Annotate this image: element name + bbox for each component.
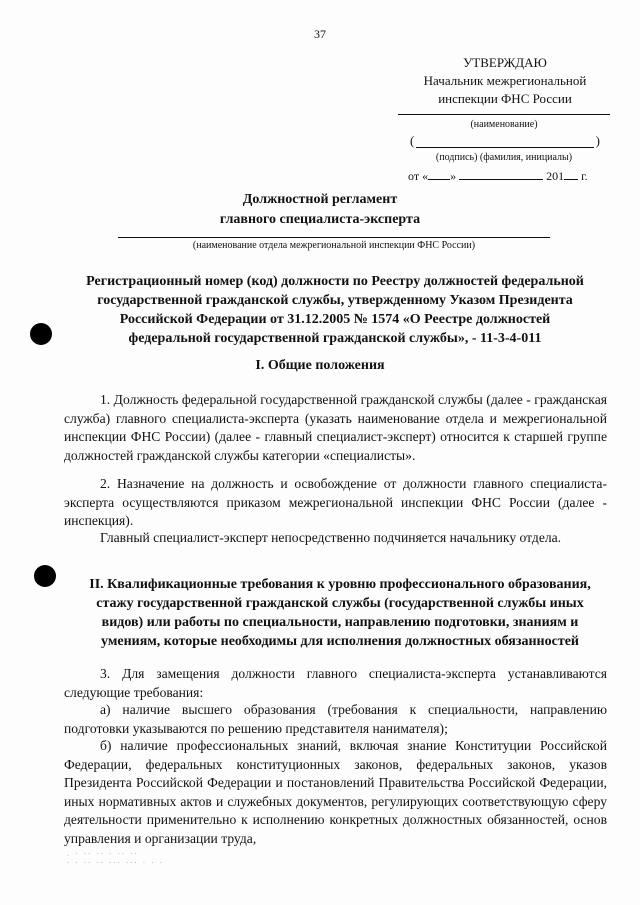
name-line bbox=[398, 114, 610, 115]
page-number: 37 bbox=[314, 27, 326, 41]
section2-paragraph-a bbox=[64, 701, 607, 738]
section2-title-line1: II. Квалификационные требования к уровню профессионального образования, bbox=[89, 577, 591, 592]
section1-paragraph-2 bbox=[64, 475, 607, 531]
approval-heading: УТВЕРЖДАЮ bbox=[463, 55, 547, 70]
date-year: 201 bbox=[546, 169, 565, 183]
binder-hole-mark bbox=[30, 323, 52, 345]
signature-caption: (подпись) (фамилия, инициалы) bbox=[435, 152, 573, 163]
day-blank bbox=[428, 168, 450, 180]
department-line bbox=[118, 237, 550, 238]
year-blank bbox=[564, 168, 578, 180]
date-mid: » bbox=[450, 169, 457, 183]
registration-line4: федеральной государственной гражданской службы», - 11-3-4-011 bbox=[128, 331, 542, 346]
bracket-open: ( bbox=[410, 133, 415, 148]
section2-p3-text: 3. Для замещения должности главного специалиста-эксперта устанавливаются следующие требования: bbox=[64, 666, 607, 700]
department-caption: (наименование отдела межрегиональной инспекции ФНС России) bbox=[192, 240, 476, 251]
section1-paragraph-1 bbox=[64, 391, 607, 465]
name-caption: (наименование) bbox=[470, 119, 538, 130]
registration-line1: Регистрационный номер (код) должности по Реестру должностей федеральной bbox=[86, 274, 584, 289]
signature-field bbox=[398, 134, 610, 148]
section2-title-line4: умениям, которые необходимы для исполнения должностных обязанностей bbox=[101, 634, 579, 649]
signature-line bbox=[416, 147, 594, 148]
section1-p2-text: 2. Назначение на должность и освобождение от должности главного специалиста-эксперта осуществляются приказом межрегиональной инспекции ФНС России (далее - инспекция). bbox=[64, 476, 607, 528]
section2-title-line2: стажу государственной гражданской службы (государственной службы иных bbox=[96, 596, 584, 611]
approval-position-line1: Начальник межрегиональной bbox=[423, 73, 587, 88]
section2-pa-text: а) наличие высшего образования (требования к специальности, направлению подготовки указываются по решению представителя нанимателя); bbox=[64, 702, 607, 736]
registration-number-block bbox=[60, 272, 610, 348]
registration-line3: Российской Федерации от 31.12.2005 № 1574 «О Реестре должностей bbox=[119, 312, 551, 327]
signature-block bbox=[398, 114, 610, 184]
section1-title: I. Общие положения bbox=[255, 358, 385, 373]
section2-paragraph-b bbox=[64, 737, 607, 848]
date-suffix: г. bbox=[581, 169, 588, 183]
month-blank bbox=[459, 168, 543, 180]
title-line2: главного специалиста-эксперта bbox=[219, 212, 421, 227]
section2-title bbox=[40, 575, 640, 651]
title-line1: Должностной регламент bbox=[242, 192, 398, 207]
bracket-close: ) bbox=[595, 133, 600, 148]
section1-paragraph-3 bbox=[64, 529, 607, 548]
document-title bbox=[0, 190, 640, 230]
date-prefix: от « bbox=[408, 169, 429, 183]
section2-title-line3: видов) или работы по специальности, направлению подготовки, знаниям и bbox=[101, 615, 579, 630]
scan-artifact: . · ·· ·· · ·· ·· · · ·· ·· ··· ··· · · · bbox=[66, 850, 163, 867]
registration-line2: государственной гражданской службы, утвержденному Указом Президента bbox=[97, 293, 573, 308]
section2-paragraph-3 bbox=[64, 665, 607, 702]
date-line bbox=[398, 168, 610, 184]
section2-pb-text: б) наличие профессиональных знаний, включая знание Конституции Российской Федерации, федеральных конституционных законов, федеральных законов, указов Президента Российской Федерации и постановлений Правительства Российской Федерации, иных нормативных актов и служебных документов, регулирующих соответствующую сферу деятельности применительно к исполнению конкретных должностных обязанностей, основ управления и организации труда, bbox=[64, 738, 607, 846]
section1-p1-text: 1. Должность федеральной государственной гражданской службы (далее - гражданская служба) главного специалиста-эксперта (указать наименование отдела и межрегиональной инспекции ФНС России) (далее - главный специалист-эксперт) относится к старшей группе должностей гражданской службы категории «специалисты». bbox=[64, 392, 607, 463]
approval-block bbox=[400, 54, 610, 108]
section1-p3-text: Главный специалист-эксперт непосредственно подчиняется начальнику отдела. bbox=[100, 530, 562, 545]
approval-position-line2: инспекции ФНС России bbox=[438, 91, 572, 106]
